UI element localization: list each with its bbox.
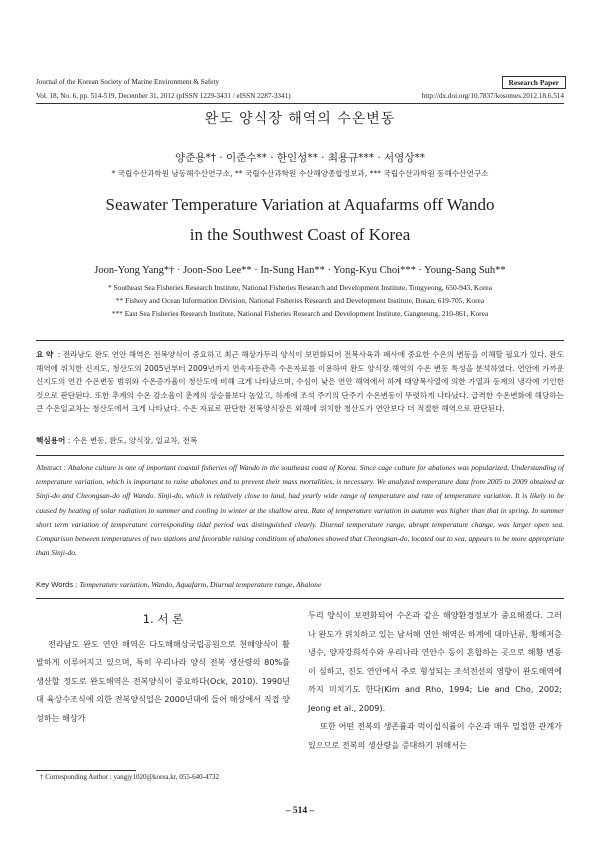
doi-link[interactable]: http://dx.doi.org/10.7837/kosomes.2012.18.6.514	[421, 92, 564, 100]
corresponding-author-footnote: † Corresponding Author : yangjy1020@korea.kr, 055-640-4732	[40, 773, 220, 781]
english-abstract-label: Abstract	[36, 463, 62, 472]
page-number: – 514 –	[285, 806, 315, 816]
korean-keywords	[36, 435, 197, 446]
body-paragraph: 전라남도 완도 연안 해역은 다도해해상국립공원으로 천해양식이 활발하게 이루어지고 있으며, 특히 우리나라 양식 전복 생산량의 80%를 생산할 정도로 완도해역은 전복양식이 중요하다(Ock, 2010). 1990년대 육상수조식에 의한 전복양식업은 2000년대에 들어 해상에서 직접 양성하는 해상가	[36, 638, 290, 723]
body-paragraph: 두리 양식이 보편화되어 수온과 같은 해양환경정보가 중요해졌다. 그러나 완도가 위치하고 있는 남서해 연안 해역은 하계에 대마난류, 황해저층냉수, 양자강희석수와 우리나라 연안수 등이 혼합하는 곳으로 해황 변동이 심하고, 진도 연안에서 주로 형성되는 조석전선의 영향이 완도해역에까지 미치기도 한다(Kim and Rho, 1994; Lie and Cho, 2002; Jeong et al., 2009).	[308, 610, 562, 713]
abstract-rule-top	[36, 340, 564, 341]
journal-name: Journal of the Korean Society of Marine Environment & Safety	[36, 78, 220, 86]
body-paragraph: 또한 어떤 전복의 생존률과 먹이섭식률이 수온과 매우 밀접한 관계가 있으므로 전복의 생산량을 증대하기 위해서는	[308, 721, 562, 750]
english-title-line-1: Seawater Temperature Variation at Aquafarms off Wando	[105, 195, 495, 214]
korean-abstract-text: : 전라남도 완도 연안 해역은 전복양식이 중요하고 최근 해상가두리 양식이 보편화되어 전복사육과 폐사에 중요한 수온의 변동을 이해할 필요가 있다. 완도해역에 위치한 신지도, 청산도의 2005년부터 2009년까지 연속자동관측 수온자료를 이용하여 완도 양식장 해역의 수온 변동 특성을 분석하였다. 연안에 가까운 신지도의 연간 수온변동 범위와 수온증가율이 청산도에 비해 크게 나타났으며, 수심이 낮은 연안 해역에서 하계 태양복사열에 의한 가열과 동계의 냉각에 기인한 것으로 판단된다. 또한 추계의 수온 감소율이 춘계의 상승률보다 높았고, 하계에 조석 주기의 단주기 수온변동이 뚜렷하게 나타났다. 급격한 수온변화에 해당하는 큰 수온일교차는 청산도에서 크게 나타났다. 수온 자료로 판단한 전복양식장은 외해에 위치한 청산도가 연안보다 더 적절한 해역으로 판단된다.	[36, 350, 564, 414]
english-abstract	[36, 461, 564, 560]
body-right-column	[308, 606, 562, 754]
korean-abstract-label: 요 약	[36, 350, 54, 359]
affiliation-2: ** Fishery and Ocean Information Division, National Fisheries Research and Development Institute, Busan, 619-705, Korea	[115, 296, 485, 305]
affiliation-1: * Southeast Sea Fisheries Research Institute, National Fisheries Research and Development Institute, Tongyeong, 650-943, Korea	[108, 283, 492, 292]
korean-authors: 양준용*† · 이준수** · 한인성** · 최용규*** · 서영상**	[175, 152, 425, 164]
volume-info: Vol. 18, No. 6, pp. 514-519, December 31, 2012 (pISSN 1229-3431 / eISSN 2287-3341)	[36, 92, 291, 100]
english-keywords-label: Key Words	[36, 580, 73, 589]
korean-affiliations: * 국립수산과학원 남동해수산연구소, ** 국립수산과학원 수산해양종합정보과, *** 국립수산과학원 동해수산연구소	[111, 169, 489, 178]
article-type-badge: Research Paper	[502, 76, 566, 89]
affiliation-3: *** East Sea Fisheries Research Institute, National Fisheries Research and Development Institute, Gangneung, 210-861, Korea	[111, 309, 489, 318]
english-authors: Joon-Yong Yang*† · Joon-Soo Lee** · In-Sung Han** · Yong-Kyu Choi*** · Young-Sang Suh**	[94, 265, 506, 276]
footnote-rule	[36, 770, 136, 771]
english-title	[0, 190, 600, 250]
abstract-rule-bottom	[36, 598, 564, 599]
korean-keywords-label: 핵심용어	[36, 436, 66, 445]
korean-title: 완도 양식장 해역의 수온변동	[204, 111, 396, 127]
english-keywords	[36, 580, 321, 589]
korean-keywords-text: : 수온 변동, 완도, 양식장, 일교차, 전복	[67, 436, 198, 445]
korean-abstract	[36, 348, 564, 416]
english-keywords-text: : Temperature variation, Wando, Aquafarm, Diurnal temperature range, Abalone	[75, 580, 322, 589]
body-left-column	[36, 610, 290, 727]
abstract-divider	[36, 455, 564, 456]
section-heading: 1. 서 론	[142, 612, 184, 626]
english-title-line-2: in the Southwest Coast of Korea	[189, 225, 411, 244]
header-rule	[36, 103, 564, 104]
english-abstract-text: : Abalone culture is one of important coastal fisheries off Wando in the southeast coast of Korea. Since cage culture for abalones was popularized, Understanding of temperature variation, which is important to raise abalones and to prevent their mass mortalities, is necessary. We analyzed temperature data from 2005 to 2009 obtained at Sinji-do and Cheongsan-do off Wando. Sinji-do, which is relatively close to land, had yearly wide range of temperature and rate of temperature variation. It is likely to be caused by heating of solar radiation in summer and cooling in winter at the shallow area. Rate of temperature variation in autumn was higher than that in spring. In summer short term variation of temperature corresponding tidal period was distinguished clearly. Diurnal temperature range, abrupt temperature change, was larger open sea. Comparison between temperatures of two stations and favorable raising conditions of abalones showed that Cheongsan-do, located out to sea, appears to be more appropriate than Sinji-do.	[36, 463, 564, 558]
